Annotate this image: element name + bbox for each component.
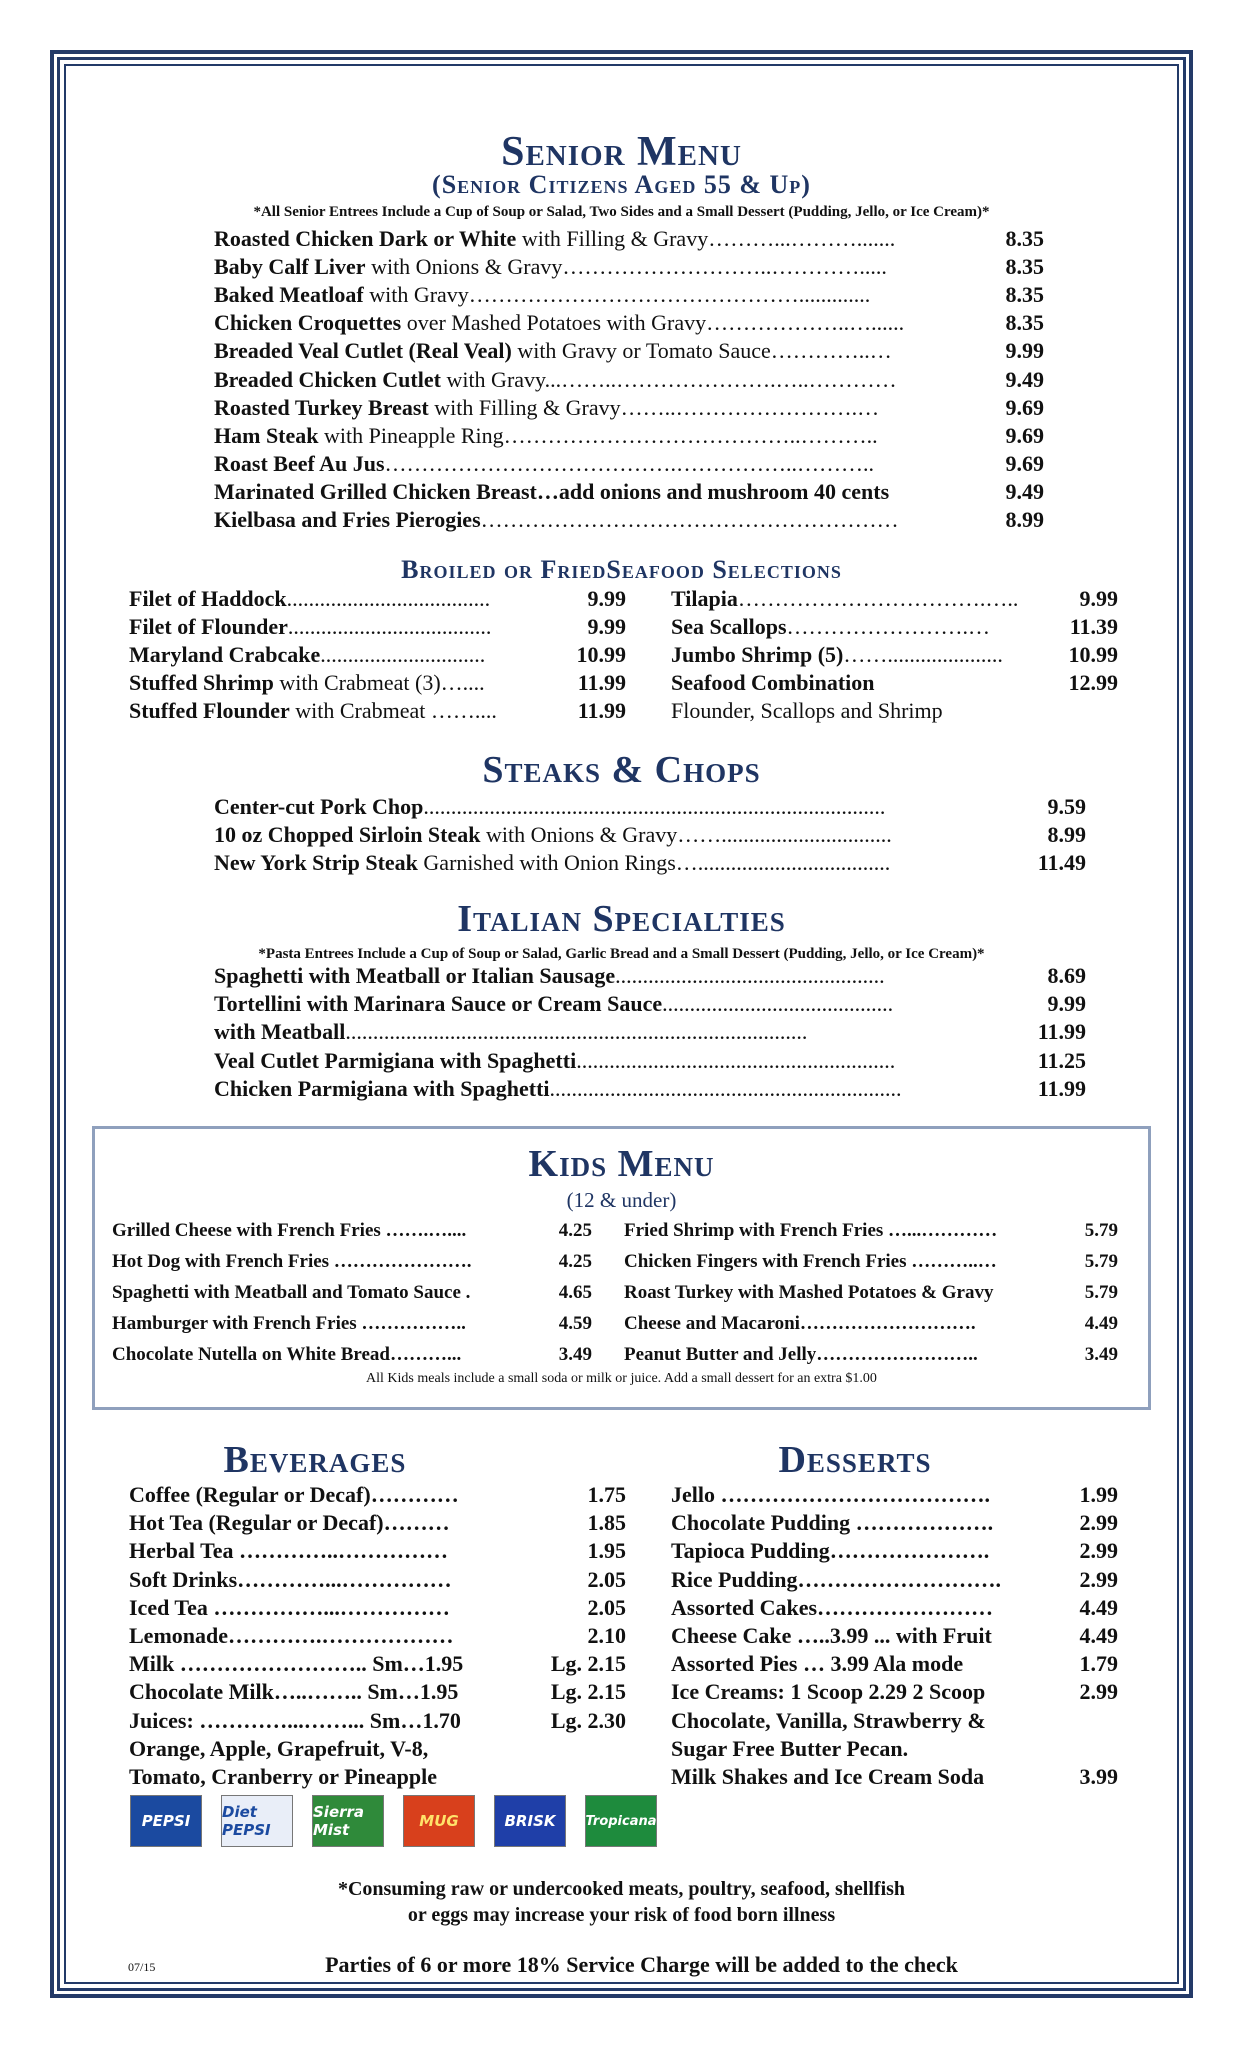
menu-item-price: 9.59 [1047,794,1086,819]
menu-item-desc: with Crabmeat …….... [289,698,497,723]
beverage-price: 2.05 [587,1594,626,1620]
menu-item [214,281,870,309]
menu-item-price: 8.35 [1005,254,1044,280]
menu-item [214,309,904,337]
menu-item-desc: .......................................................... [576,1047,896,1073]
menu-item-price: 9.99 [587,614,626,639]
dessert-price: 3.99 [1079,1764,1118,1789]
menu-item-desc: .......................................... [662,991,894,1017]
menu-item-name: Seafood Combination [671,670,875,695]
menu-item-desc: …………………….… [786,614,991,639]
menu-item-desc: with Gravy………………………………………............. [363,282,871,308]
menu-item [214,253,887,281]
menu-item-desc: with Onions & Gravy………………………..…………..... [365,254,887,280]
kids-item-name: Grilled Cheese with French Fries …….….... [112,1220,467,1241]
kids-item-name: Fried Shrimp with French Fries …...………… [624,1220,998,1241]
menu-item-name: Roasted Chicken Dark or White [214,226,517,251]
senior-menu-title: Senior Menu [501,129,742,175]
kids-item-name: Cheese and Macaroni………………………. [624,1313,976,1334]
menu-item-name: Roast Beef Au Jus [214,450,385,476]
menu-item-desc: ……..................... [843,642,1003,667]
menu-item-desc: with Onions & Gravy……............................... [480,822,892,847]
menu-item-price: 11.99 [1037,1019,1086,1045]
food-warning-line-2: or eggs may increase your risk of food born illness [407,1904,836,1926]
beverage-price: Lg. 2.30 [550,1707,626,1733]
menu-item-desc: ………………………………………………… [480,507,899,532]
kids-item-price: 4.25 [558,1220,592,1241]
menu-item [214,962,885,990]
menu-item-price: 11.99 [1037,1075,1086,1101]
menu-item-desc: .............................. [320,642,486,667]
menu-item [214,1075,902,1103]
menu-item-desc: .................................................................................... [345,1019,808,1045]
menu-item-price: 9.49 [1005,366,1044,392]
kids-item-price: 3.49 [558,1344,592,1365]
seafood-title: Broiled or FriedSeafood Selections [401,555,842,584]
dessert-name: Jello ………………………………. [671,1482,990,1507]
dessert-name: Chocolate, Vanilla, Strawberry & [671,1707,986,1733]
kids-item-name: Hamburger with French Fries …………….. [112,1313,466,1334]
dessert-name: Rice Pudding………………………. [671,1566,1002,1592]
menu-item-price: 11.49 [1037,850,1086,875]
italian-title: Italian Specialties [457,898,786,940]
menu-item-price: 11.99 [577,670,626,695]
menu-item-name: Filet of Haddock [129,586,287,611]
menu-item [671,669,875,697]
service-charge-note: Parties of 6 or more 18% Service Charge will be added to the check [325,1952,958,1977]
beverages-title: Beverages [223,1439,407,1481]
brand-logo-3: Sierra Mist [312,1795,384,1847]
kids-item-price: 3.49 [1084,1344,1118,1365]
kids-menu-note: All Kids meals include a small soda or milk or juice. Add a small dessert for an extra $1.00 [366,1371,877,1386]
kids-item-price: 4.49 [1084,1313,1118,1334]
beverage-price: 1.85 [587,1510,626,1536]
menu-item-name: Jumbo Shrimp (5) [671,642,844,667]
italian-note: *Pasta Entrees Include a Cup of Soup or Salad, Garlic Bread and a Small Dessert (Pudding, Jello, or Ice Cream)* [258,946,985,962]
kids-item-name: Hot Dog with French Fries …………………. [112,1251,472,1272]
menu-item-price: 9.99 [1047,991,1086,1017]
menu-item-name: Roasted Turkey Breast [214,394,429,420]
dessert-name: Cheese Cake …..3.99 ... with Fruit [671,1623,992,1648]
menu-item-price: 11.39 [1069,614,1118,639]
kids-item-name: Spaghetti with Meatball and Tomato Sauce . [112,1282,471,1303]
menu-item-price: 8.35 [1005,310,1044,336]
senior-menu-note: *All Senior Entrees Include a Cup of Soup or Salad, Two Sides and a Small Dessert (Pudding, Jello, or Ice Cream)* [253,204,990,220]
senior-menu-subtitle: (Senior Citizens Aged 55 & Up) [432,170,811,199]
beverage-name: Soft Drinks…………...…………… [129,1566,452,1592]
menu-item-price: 9.49 [1005,478,1044,504]
menu-item-price: 9.99 [587,586,626,611]
menu-item-name: Breaded Veal Cutlet (Real Veal) [214,338,512,364]
desserts-title: Desserts [778,1439,932,1481]
menu-item-price: 9.69 [1005,422,1044,448]
beverage-name: Chocolate Milk…..…….. Sm…1.95 [129,1679,459,1705]
menu-item-desc: Flounder, Scallops and Shrimp [671,698,943,723]
menu-item-name: New York Strip Steak [214,850,418,875]
menu-item-name: Marinated Grilled Chicken Breast…add onions and mushroom 40 cents [214,478,890,504]
menu-item-name: Veal Cutlet Parmigiana with Spaghetti [214,1047,577,1073]
brand-logo-5: BRISK [494,1795,566,1847]
kids-item-price: 4.59 [558,1313,592,1334]
menu-item [214,366,897,394]
steaks-title: Steaks & Chops [482,749,761,791]
beverage-price: 2.05 [587,1566,626,1592]
dessert-name: Tapioca Pudding…………………. [671,1538,990,1564]
beverage-name: Juices: …………...……... Sm…1.70 [129,1707,461,1733]
menu-item-desc: ..................................... [286,586,491,611]
menu-item-price: 8.35 [1005,282,1044,308]
beverage-name: Lemonade………….……………… [129,1623,454,1648]
brand-logo-1: PEPSI [130,1795,202,1847]
dessert-name: Milk Shakes and Ice Cream Soda [671,1764,985,1789]
beverage-price: 2.10 [587,1623,626,1648]
menu-item-name: Breaded Chicken Cutlet [214,366,441,392]
menu-item [214,793,885,821]
menu-item-name: Tilapia [671,586,738,611]
dessert-name: Chocolate Pudding ………………. [671,1510,994,1536]
dessert-price: 2.99 [1079,1538,1118,1564]
menu-item-price: 10.99 [576,642,626,667]
dessert-price: 1.99 [1079,1482,1118,1507]
menu-item-name: Center-cut Pork Chop [214,794,424,819]
dessert-price: 2.99 [1079,1566,1118,1592]
menu-item [214,478,889,506]
menu-item-desc: with Gravy or Tomato Sauce…………..… [511,338,892,364]
kids-item-name: Chocolate Nutella on White Bread………... [112,1344,462,1365]
menu-item-desc: .................................................................................... [423,794,886,819]
brand-logo-4: MUG [403,1795,475,1847]
menu-item-name: Baby Calf Liver [214,254,366,280]
menu-item-desc: over Mashed Potatoes with Gravy………………..…...... [401,310,905,336]
menu-item-desc: ................................................. [615,963,885,988]
menu-item [214,506,899,534]
menu-item-price: 10.99 [1068,642,1118,667]
dessert-price: 4.49 [1079,1594,1118,1620]
menu-item [214,394,879,422]
menu-item [671,697,943,725]
beverage-name: Iced Tea ……………...…………… [129,1594,450,1620]
menu-item [129,669,485,697]
menu-item [129,613,491,641]
kids-item-price: 4.65 [558,1282,592,1303]
menu-item-price: 12.99 [1068,670,1118,695]
kids-item-name: Chicken Fingers with French Fries ………..… [624,1251,997,1272]
menu-item-price: 8.99 [1005,507,1044,532]
kids-menu-subtitle: (12 & under) [566,1188,677,1212]
menu-item-name: Tortellini with Marinara Sauce or Cream Sauce [214,991,663,1017]
beverage-price: Lg. 2.15 [550,1651,626,1677]
menu-item-price: 9.99 [1005,338,1044,364]
menu-item-name: Stuffed Shrimp [129,670,274,695]
menu-item-price: 9.69 [1005,450,1044,476]
menu-item-desc: ………………………………….……………..……….. [384,450,875,476]
beverage-name: Coffee (Regular or Decaf)………… [129,1482,459,1507]
date-code: 07/15 [128,1960,156,1974]
kids-item-price: 5.79 [1084,1251,1118,1272]
brand-logo-2: Diet PEPSI [221,1795,293,1847]
menu-item-price: 11.99 [577,698,626,723]
menu-item-price: 9.69 [1005,394,1044,420]
beverage-price: Lg. 2.15 [550,1679,626,1705]
dessert-name: Sugar Free Butter Pecan. [671,1735,909,1761]
menu-item-desc: with Pineapple Ring…………………………………..……….. [318,422,878,448]
menu-item-name: Ham Steak [214,422,319,448]
menu-item-name: Chicken Croquettes [214,310,402,336]
dessert-name: Assorted Pies … 3.99 Ala mode [671,1651,964,1677]
menu-item-name: Maryland Crabcake [129,642,321,667]
menu-item [671,613,990,641]
beverage-name: Tomato, Cranberry or Pineapple [129,1764,437,1789]
menu-item-desc: with Filling & Gravy……..…………………….… [428,394,880,420]
menu-item-name: with Meatball [214,1019,346,1045]
menu-item-desc: with Filling & Gravy………...………....... [516,226,896,251]
menu-item [214,990,893,1018]
menu-item-name: 10 oz Chopped Sirloin Steak [214,822,481,847]
menu-item-name: Filet of Flounder [129,614,288,639]
kids-item-price: 5.79 [1084,1282,1118,1303]
menu-item-desc: with Crabmeat (3)….... [273,670,485,695]
dessert-price: 1.79 [1079,1651,1118,1677]
menu-item-name: Spaghetti with Meatball or Italian Sausage [214,963,616,988]
menu-item-name: Stuffed Flounder [129,698,290,723]
menu-item [214,821,892,849]
menu-item [671,641,1003,669]
menu-item [129,585,490,613]
menu-item-name: Kielbasa and Fries Pierogies [214,507,481,532]
menu-item-desc: ................................................................ [549,1075,902,1101]
beverage-name: Milk …………………….. Sm…1.95 [129,1651,464,1677]
menu-item [214,225,895,253]
menu-item-desc: with Gravy...……..………………….…..………… [440,366,897,392]
menu-item [214,1018,807,1046]
dessert-price: 2.99 [1079,1510,1118,1536]
dessert-price: 2.99 [1079,1679,1118,1705]
menu-item-price: 11.25 [1037,1047,1086,1073]
beverage-name: Orange, Apple, Grapefruit, V-8, [129,1735,429,1761]
beverage-name: Herbal Tea …………..…………… [129,1538,449,1564]
menu-item [214,849,890,877]
menu-item-price: 8.69 [1047,963,1086,988]
menu-item [129,641,485,669]
menu-item-price: 8.35 [1005,226,1044,251]
menu-item-desc: ..................................... [287,614,492,639]
menu-item-name: Baked Meatloaf [214,282,364,308]
kids-item-name: Roast Turkey with Mashed Potatoes & Gravy [624,1282,994,1303]
menu-item-price: 9.99 [1079,586,1118,611]
kids-menu-title: Kids Menu [528,1143,715,1185]
dessert-name: Ice Creams: 1 Scoop 2.29 2 Scoop [671,1679,986,1705]
menu-item [214,422,878,450]
kids-item-name: Peanut Butter and Jelly…………………….. [624,1344,978,1365]
beverage-price: 1.75 [587,1482,626,1507]
beverage-price: 1.95 [587,1538,626,1564]
food-warning-line-1: *Consuming raw or undercooked meats, poultry, seafood, shellfish [337,1878,906,1900]
menu-item-name: Sea Scallops [671,614,787,639]
menu-item [214,1047,895,1075]
kids-item-price: 5.79 [1084,1220,1118,1241]
brand-logo-6: Tropicana [585,1795,657,1847]
menu-item [214,450,874,478]
menu-item-name: Chicken Parmigiana with Spaghetti [214,1075,550,1101]
beverage-name: Hot Tea (Regular or Decaf)……… [129,1510,450,1536]
dessert-price: 4.49 [1079,1623,1118,1648]
menu-item [129,697,497,725]
menu-item-desc: Garnished with Onion Rings…................................... [417,850,891,875]
menu-item-price: 8.99 [1047,822,1086,847]
menu-item [671,585,1018,613]
dessert-name: Assorted Cakes…………………… [671,1594,994,1620]
menu-item-desc: …………………………….….. [737,586,1019,611]
menu-item [214,337,892,365]
kids-item-price: 4.25 [558,1251,592,1272]
